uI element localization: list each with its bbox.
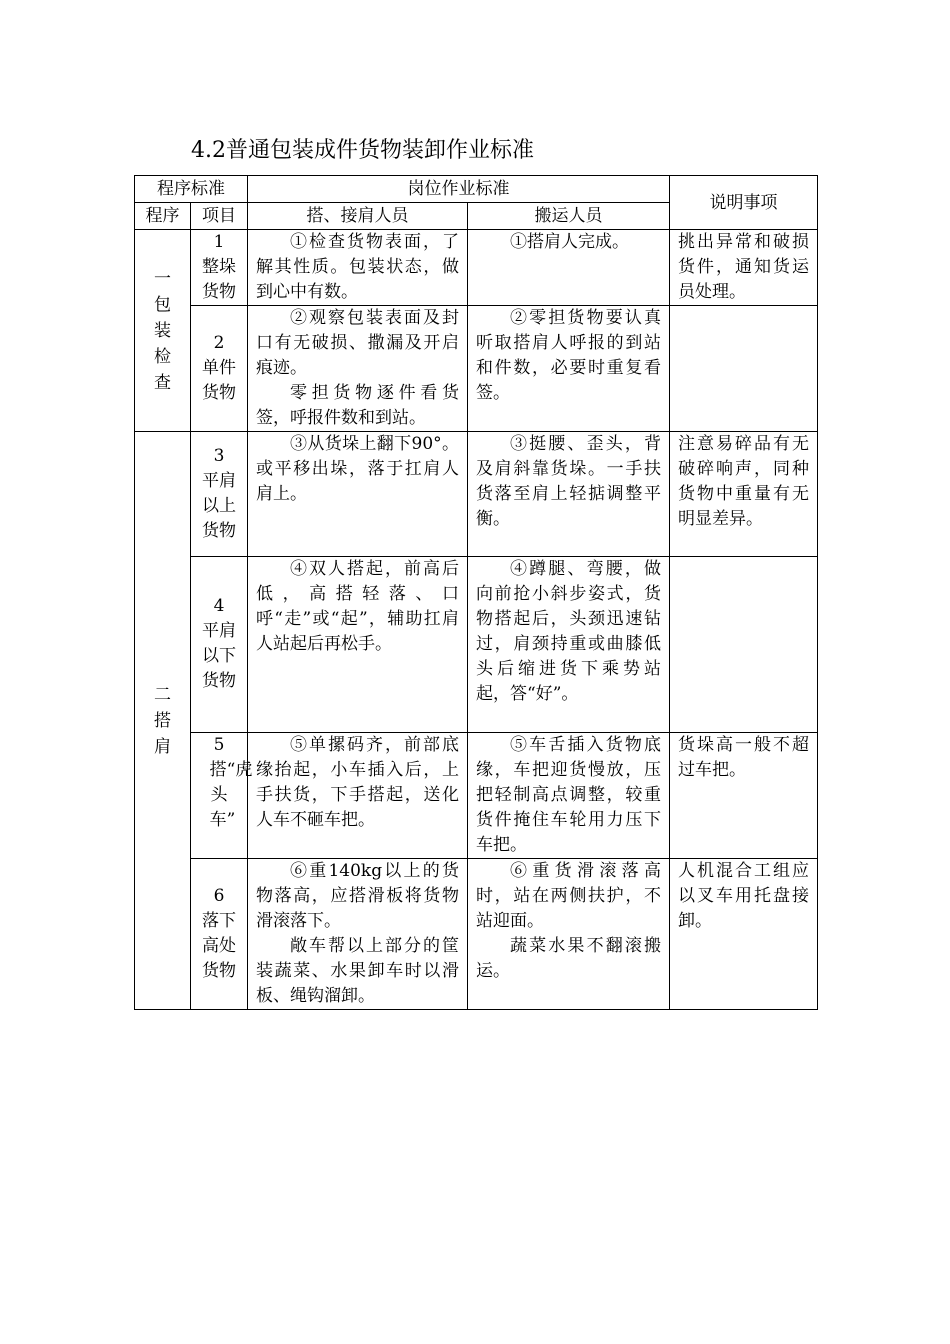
carrier-text: ⑤车舌插入货物底缘，车把迎货慢放，压把轻制高点调整，较重货件掩住车轮用力压下车把。 bbox=[476, 735, 661, 855]
table-row bbox=[135, 306, 818, 432]
carrier-cell bbox=[468, 859, 670, 1010]
item-number: 1 bbox=[213, 232, 225, 252]
header-loader: 搭、接肩人员 bbox=[248, 203, 468, 230]
loader-cell bbox=[248, 859, 468, 1010]
note-cell bbox=[670, 432, 818, 557]
item-name: 平肩以上货物 bbox=[202, 471, 236, 541]
item-name: 落下高处货物 bbox=[202, 911, 236, 981]
item-cell bbox=[191, 859, 248, 1010]
item-cell bbox=[191, 733, 253, 859]
loader-cell bbox=[248, 733, 468, 859]
table-row bbox=[135, 432, 818, 557]
loader-text: ④双人搭起，前高后低，高搭轻落、口呼“走”或“起”，辅助扛肩人站起后再松手。 bbox=[256, 559, 459, 654]
loader-text: ③从货垛上翻下90°。或平移出垛，落于扛肩人肩上。 bbox=[256, 434, 459, 504]
note-cell bbox=[670, 733, 818, 859]
carrier-text: ②零担货物要认真听取搭肩人呼报的到站和件数，必要时重复看签。 bbox=[476, 308, 661, 403]
note-text: 注意易碎品有无破碎响声，同种货物中重量有无明显差异。 bbox=[678, 434, 809, 529]
carrier-cell bbox=[468, 733, 670, 859]
note-cell bbox=[670, 306, 818, 432]
header-carrier: 搬运人员 bbox=[468, 203, 670, 230]
loader-text: 敞车帮以上部分的筐装蔬菜、水果卸车时以滑板、绳钩溜卸。 bbox=[256, 936, 459, 1006]
item-number: 5 bbox=[213, 735, 225, 755]
carrier-cell bbox=[468, 230, 670, 306]
carrier-cell bbox=[468, 432, 670, 557]
item-cell bbox=[191, 432, 248, 557]
loader-cell bbox=[248, 557, 468, 733]
item-number: 2 bbox=[213, 333, 225, 353]
item-name: 平肩以下货物 bbox=[202, 621, 236, 691]
table-row bbox=[135, 557, 818, 733]
procedure-cell bbox=[135, 432, 191, 1010]
item-number: 4 bbox=[213, 596, 225, 616]
procedure-label: 一包装检查 bbox=[154, 268, 171, 393]
loader-text: ①检查货物表面，了解其性质。包装状态，做到心中有数。 bbox=[256, 232, 459, 302]
header-procedure-standard: 程序标准 bbox=[135, 176, 248, 203]
carrier-cell bbox=[468, 306, 670, 432]
item-number: 6 bbox=[213, 886, 225, 906]
loader-text: ⑥重140kg以上的货物落高，应搭滑板将货物滑滚落下。 bbox=[256, 861, 459, 931]
note-text: 货垛高一般不超过车把。 bbox=[678, 735, 809, 780]
operation-standard-table bbox=[134, 175, 818, 1010]
header-notes: 说明事项 bbox=[670, 176, 818, 230]
item-name: 整垛货物 bbox=[202, 257, 236, 302]
carrier-text: 蔬菜水果不翻滚搬运。 bbox=[476, 936, 661, 981]
table-row bbox=[135, 859, 818, 1010]
note-cell bbox=[670, 859, 818, 1010]
table-row bbox=[135, 733, 818, 859]
item-cell bbox=[191, 306, 248, 432]
table-row bbox=[135, 230, 818, 306]
note-text: 人机混合工组应以叉车用托盘接卸。 bbox=[678, 861, 809, 931]
header-row-1 bbox=[135, 176, 818, 203]
loader-text: ②观察包装表面及封口有无破损、撒漏及开启痕迹。 bbox=[256, 308, 459, 378]
note-text: 挑出异常和破损货件，通知货运员处理。 bbox=[678, 232, 809, 302]
carrier-text: ①搭肩人完成。 bbox=[510, 232, 629, 252]
item-name: 搭“虎头车” bbox=[209, 760, 253, 830]
carrier-cell bbox=[468, 557, 670, 733]
header-item: 项目 bbox=[191, 203, 248, 230]
loader-text: 零担货物逐件看货签，呼报件数和到站。 bbox=[256, 383, 459, 428]
item-cell bbox=[191, 230, 248, 306]
procedure-label: 二搭肩 bbox=[154, 684, 171, 757]
header-procedure: 程序 bbox=[135, 203, 191, 230]
carrier-text: ③挺腰、歪头，背及肩斜靠货垛。一手扶货落至肩上轻掂调整平衡。 bbox=[476, 434, 661, 529]
carrier-text: ④蹲腿、弯腰，做向前抢小斜步姿式，货物搭起后，头颈迅速钻过，肩颈持重或曲膝低头后缩进货下乘势站起，答“好”。 bbox=[476, 559, 661, 704]
loader-cell bbox=[248, 306, 468, 432]
header-post-standard: 岗位作业标准 bbox=[248, 176, 670, 203]
note-cell bbox=[670, 557, 818, 733]
note-cell bbox=[670, 230, 818, 306]
loader-cell bbox=[248, 230, 468, 306]
item-number: 3 bbox=[213, 446, 225, 466]
procedure-cell bbox=[135, 230, 191, 432]
carrier-text: ⑥重货滑滚落高时，站在两侧扶护，不站迎面。 bbox=[476, 861, 661, 931]
item-name: 单件货物 bbox=[202, 358, 236, 403]
loader-cell bbox=[248, 432, 468, 557]
section-title: 4.2普通包装成件货物装卸作业标准 bbox=[191, 138, 534, 163]
item-cell bbox=[191, 557, 248, 733]
loader-text: ⑤单摞码齐，前部底缘抬起，小车插入后，上手扶货，下手搭起，送化人车不砸车把。 bbox=[256, 735, 459, 830]
